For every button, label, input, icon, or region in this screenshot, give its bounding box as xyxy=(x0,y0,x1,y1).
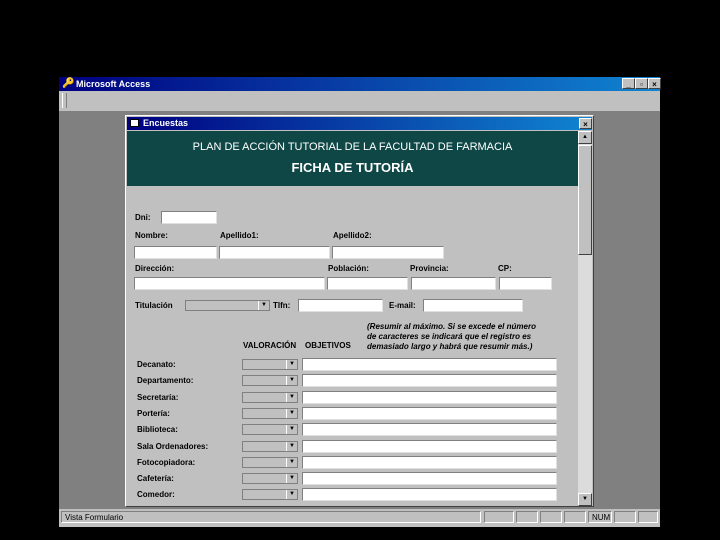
app-title: Microsoft Access xyxy=(76,79,151,89)
minimize-button[interactable]: _ xyxy=(622,78,635,89)
dropdown-arrow-icon[interactable]: ▼ xyxy=(286,376,297,385)
email-field[interactable] xyxy=(423,299,523,312)
num-lock-indicator: NUM xyxy=(588,511,612,523)
dropdown-arrow-icon[interactable]: ▼ xyxy=(286,490,297,499)
survey-row-label: Fotocopiadora: xyxy=(137,458,196,467)
form-icon xyxy=(130,119,139,127)
scroll-thumb[interactable] xyxy=(578,145,592,255)
direccion-label: Dirección: xyxy=(135,264,175,273)
note-line-1: (Resumir al máximo. Si se excede el número xyxy=(367,322,536,331)
status-pane-5 xyxy=(614,511,636,523)
poblacion-field[interactable] xyxy=(327,277,408,290)
valoracion-combo[interactable] xyxy=(242,457,298,468)
dropdown-arrow-icon[interactable]: ▼ xyxy=(286,458,297,467)
survey-row-label: Decanato: xyxy=(137,360,176,369)
form-header xyxy=(127,131,578,186)
status-pane-1 xyxy=(484,511,514,523)
objetivos-field[interactable] xyxy=(302,374,557,387)
dropdown-arrow-icon[interactable]: ▼ xyxy=(286,393,297,402)
note-line-3: demasiado largo y habrá que resumir más.) xyxy=(367,342,533,351)
access-key-icon: 🔑 xyxy=(62,78,75,89)
toolbar-grip[interactable] xyxy=(62,93,67,108)
form-body xyxy=(127,131,578,506)
titulacion-label: Titulación xyxy=(135,301,173,310)
provincia-field[interactable] xyxy=(411,277,496,290)
apellido1-label: Apellido1: xyxy=(220,231,259,240)
dni-field[interactable] xyxy=(161,211,217,224)
survey-row-label: Secretaría: xyxy=(137,393,179,402)
form-titlebar[interactable] xyxy=(127,117,592,130)
form-title: Encuestas xyxy=(143,118,189,128)
objetivos-field[interactable] xyxy=(302,488,557,501)
tlfno-label: Tlfn: xyxy=(273,301,291,310)
status-bar xyxy=(59,510,660,525)
dropdown-arrow-icon[interactable]: ▼ xyxy=(286,409,297,418)
status-pane-4 xyxy=(564,511,586,523)
dropdown-arrow-icon[interactable]: ▼ xyxy=(258,301,269,310)
form-heading: PLAN DE ACCIÓN TUTORIAL DE LA FACULTAD DE FARMACIA xyxy=(192,141,513,153)
valoracion-combo[interactable] xyxy=(242,441,298,452)
provincia-label: Provincia: xyxy=(410,264,449,273)
dropdown-arrow-icon[interactable]: ▼ xyxy=(286,425,297,434)
dropdown-arrow-icon[interactable]: ▼ xyxy=(286,360,297,369)
dropdown-arrow-icon[interactable]: ▼ xyxy=(286,474,297,483)
tlfno-field[interactable] xyxy=(298,299,383,312)
note-line-2: de caracteres se indicará que el registro es xyxy=(367,332,532,341)
survey-row-label: Biblioteca: xyxy=(137,425,178,434)
apellido2-label: Apellido2: xyxy=(333,231,372,240)
survey-row-label: Portería: xyxy=(137,409,170,418)
restore-button[interactable]: ▫ xyxy=(635,78,648,89)
scroll-up-button[interactable]: ▲ xyxy=(578,131,592,144)
valoracion-combo[interactable] xyxy=(242,375,298,386)
form-subheading: FICHA DE TUTORÍA xyxy=(291,160,414,175)
toolbar xyxy=(59,91,660,112)
cp-field[interactable] xyxy=(499,277,552,290)
valoracion-combo[interactable] xyxy=(242,359,298,370)
valoracion-combo[interactable] xyxy=(242,473,298,484)
close-button[interactable]: × xyxy=(648,78,661,89)
nombre-field[interactable] xyxy=(134,246,217,259)
valoracion-combo[interactable] xyxy=(242,489,298,500)
objetivos-field[interactable] xyxy=(302,407,557,420)
form-window xyxy=(125,115,594,507)
apellido2-field[interactable] xyxy=(332,246,444,259)
status-pane-6 xyxy=(638,511,658,523)
poblacion-label: Población: xyxy=(328,264,369,273)
objetivos-field[interactable] xyxy=(302,391,557,404)
objetivos-header: OBJETIVOS xyxy=(305,341,351,350)
status-pane-3 xyxy=(540,511,562,523)
email-label: E-mail: xyxy=(389,301,416,310)
valoracion-combo[interactable] xyxy=(242,408,298,419)
valoracion-combo[interactable] xyxy=(242,424,298,435)
vertical-scrollbar[interactable] xyxy=(578,131,592,506)
titulacion-combo[interactable] xyxy=(185,300,270,311)
valoracion-header: VALORACIÓN xyxy=(243,341,297,350)
objetivos-field[interactable] xyxy=(302,423,557,436)
survey-row-label: Departamento: xyxy=(137,376,194,385)
survey-row-label: Cafetería: xyxy=(137,474,174,483)
status-text: Vista Formulario xyxy=(61,511,481,523)
nombre-label: Nombre: xyxy=(135,231,168,240)
dropdown-arrow-icon[interactable]: ▼ xyxy=(286,442,297,451)
apellido1-field[interactable] xyxy=(219,246,330,259)
valoracion-combo[interactable] xyxy=(242,392,298,403)
cp-label: CP: xyxy=(498,264,512,273)
form-close-button[interactable]: × xyxy=(579,118,592,129)
survey-row-label: Sala Ordenadores: xyxy=(137,442,209,451)
scroll-down-button[interactable]: ▼ xyxy=(578,493,592,506)
objetivos-field[interactable] xyxy=(302,472,557,485)
status-pane-2 xyxy=(516,511,538,523)
direccion-field[interactable] xyxy=(134,277,325,290)
objetivos-field[interactable] xyxy=(302,456,557,469)
survey-row-label: Comedor: xyxy=(137,490,175,499)
objetivos-field[interactable] xyxy=(302,440,557,453)
dni-label: Dni: xyxy=(135,213,151,222)
access-titlebar[interactable] xyxy=(59,77,660,91)
objetivos-field[interactable] xyxy=(302,358,557,371)
